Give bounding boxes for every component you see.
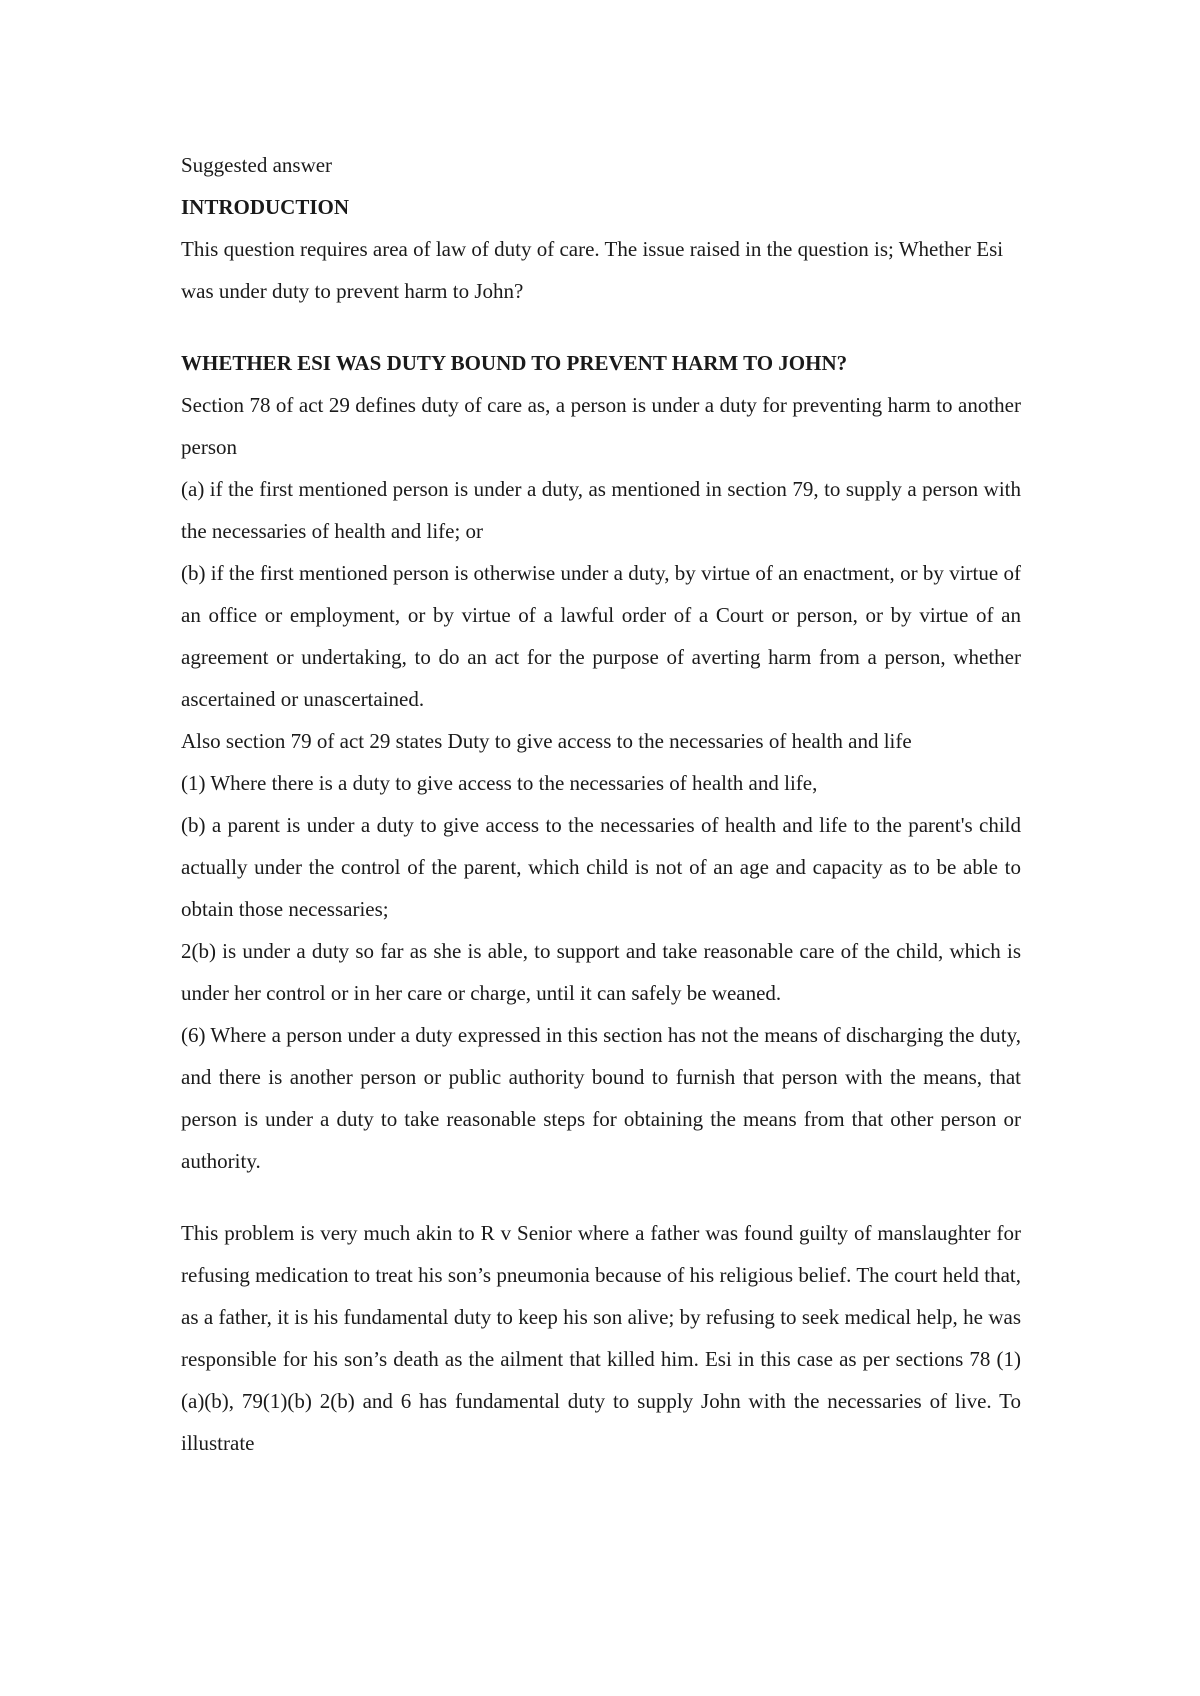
document-body bbox=[181, 144, 1021, 1464]
spacer bbox=[181, 1182, 1021, 1212]
section-79-2b: 2(b) is under a duty so far as she is able, to support and take reasonable care of the child, which is under her control or in her care or charge, until it can safely be weaned. bbox=[181, 939, 1021, 1005]
analysis-paragraph: This problem is very much akin to R v Senior where a father was found guilty of manslaughter for refusing medication to treat his son’s pneumonia because of his religious belief. The court held that, as a father, it is his fundamental duty to keep his son alive; by refusing to seek medical help, he was responsible for his son’s death as the ailment that killed him. Esi in this case as per sections 78 (1)(a)(b), 79(1)(b) 2(b) and 6 has fundamental duty to supply John with the necessaries of live. To illustrate bbox=[181, 1221, 1021, 1455]
section-79-1b: (b) a parent is under a duty to give access to the necessaries of health and life to the parent's child actually under the control of the parent, which child is not of an age and capacity as to be able to obtain those necessaries; bbox=[181, 813, 1021, 921]
section-79-6: (6) Where a person under a duty expressed in this section has not the means of discharging the duty, and there is another person or public authority bound to furnish that person with the means, that person is under a duty to take reasonable steps for obtaining the means from that other person or authority. bbox=[181, 1023, 1021, 1173]
section-79-intro: Also section 79 of act 29 states Duty to give access to the necessaries of health and life bbox=[181, 729, 912, 753]
section-78-intro: Section 78 of act 29 defines duty of care as, a person is under a duty for preventing harm to another person bbox=[181, 393, 1021, 459]
document-label: Suggested answer bbox=[181, 153, 333, 177]
intro-heading: INTRODUCTION bbox=[181, 195, 350, 219]
section-79-1: (1) Where there is a duty to give access to the necessaries of health and life, bbox=[181, 771, 818, 795]
section-heading: WHETHER ESI WAS DUTY BOUND TO PREVENT HARM TO JOHN? bbox=[181, 351, 848, 375]
section-78-b: (b) if the first mentioned person is otherwise under a duty, by virtue of an enactment, or by virtue of an office or employment, or by virtue of a lawful order of a Court or person, or by virtue of an agreement or undertaking, to do an act for the purpose of averting harm from a person, whether ascertained or unascertained. bbox=[181, 561, 1021, 711]
intro-text: This question requires area of law of duty of care. The issue raised in the question is; Whether Esi was under duty to prevent harm to John? bbox=[181, 237, 1004, 303]
spacer bbox=[181, 312, 1021, 342]
section-78-a: (a) if the first mentioned person is under a duty, as mentioned in section 79, to supply a person with the necessaries of health and life; or bbox=[181, 477, 1021, 543]
